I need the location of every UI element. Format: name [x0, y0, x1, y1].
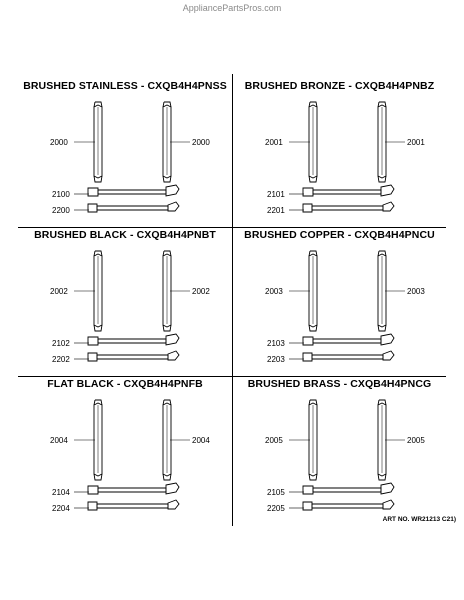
- handle-kit-drawing: [233, 229, 446, 375]
- right-vertical-handle: [378, 251, 386, 331]
- lower-bar-part-number: 2202: [52, 355, 70, 364]
- lower-bar-part-number: 2204: [52, 504, 70, 513]
- handle-kit-panel: [18, 229, 232, 375]
- handle-kit-panel: [18, 378, 232, 524]
- left-vertical-handle: [94, 102, 102, 182]
- handle-kit-panel: [233, 378, 446, 524]
- panel-title: BRUSHED BRASS - CXQB4H4PNCG: [247, 378, 432, 390]
- lower-bar-part-number: 2203: [267, 355, 285, 364]
- panel-title: BRUSHED BLACK - CXQB4H4PNBT: [34, 229, 216, 241]
- left-handle-part-number: 2004: [50, 436, 68, 445]
- horizontal-divider-2: [18, 376, 446, 377]
- right-handle-part-number: 2001: [407, 138, 425, 147]
- left-handle-part-number: 2002: [50, 287, 68, 296]
- upper-horizontal-bar: [303, 334, 394, 345]
- art-number: ART NO. WR21213 C21): [382, 516, 456, 523]
- right-vertical-handle: [163, 102, 171, 182]
- right-handle-part-number: 2003: [407, 287, 425, 296]
- upper-bar-part-number: 2105: [267, 488, 285, 497]
- right-handle-part-number: 2004: [192, 436, 210, 445]
- handle-kit-drawing: [233, 80, 446, 226]
- left-handle-part-number: 2005: [265, 436, 283, 445]
- left-vertical-handle: [94, 400, 102, 480]
- handle-kit-drawing: [18, 378, 232, 524]
- panel-title: BRUSHED STAINLESS - CXQB4H4PNSS: [23, 80, 227, 92]
- handle-kit-panel: [233, 229, 446, 375]
- panel-title: BRUSHED COPPER - CXQB4H4PNCU: [244, 229, 435, 241]
- upper-bar-part-number: 2102: [52, 339, 70, 348]
- upper-bar-part-number: 2100: [52, 190, 70, 199]
- upper-horizontal-bar: [303, 483, 394, 494]
- left-handle-part-number: 2000: [50, 138, 68, 147]
- lower-horizontal-bar: [303, 202, 394, 212]
- handle-kit-drawing: [18, 229, 232, 375]
- left-vertical-handle: [309, 251, 317, 331]
- panel-title: BRUSHED BRONZE - CXQB4H4PNBZ: [244, 80, 435, 92]
- right-vertical-handle: [163, 251, 171, 331]
- handle-kit-drawing: [233, 378, 446, 524]
- handle-kit-panel: [18, 80, 232, 226]
- lower-bar-part-number: 2201: [267, 206, 285, 215]
- handle-kit-drawing: [18, 80, 232, 226]
- upper-bar-part-number: 2103: [267, 339, 285, 348]
- right-vertical-handle: [163, 400, 171, 480]
- left-handle-part-number: 2001: [265, 138, 283, 147]
- lower-horizontal-bar: [88, 500, 179, 510]
- handle-kit-panel: [233, 80, 446, 226]
- lower-horizontal-bar: [88, 351, 179, 361]
- right-vertical-handle: [378, 102, 386, 182]
- upper-bar-part-number: 2101: [267, 190, 285, 199]
- lower-horizontal-bar: [303, 351, 394, 361]
- right-handle-part-number: 2005: [407, 436, 425, 445]
- left-vertical-handle: [309, 102, 317, 182]
- upper-horizontal-bar: [303, 185, 394, 196]
- upper-horizontal-bar: [88, 334, 179, 345]
- watermark: AppliancePartsPros.com: [182, 3, 282, 13]
- left-vertical-handle: [94, 251, 102, 331]
- right-handle-part-number: 2002: [192, 287, 210, 296]
- lower-bar-part-number: 2200: [52, 206, 70, 215]
- left-handle-part-number: 2003: [265, 287, 283, 296]
- horizontal-divider-1: [18, 227, 446, 228]
- left-vertical-handle: [309, 400, 317, 480]
- upper-horizontal-bar: [88, 483, 179, 494]
- lower-horizontal-bar: [88, 202, 179, 212]
- upper-bar-part-number: 2104: [52, 488, 70, 497]
- panel-title: FLAT BLACK - CXQB4H4PNFB: [47, 378, 203, 390]
- lower-horizontal-bar: [303, 500, 394, 510]
- upper-horizontal-bar: [88, 185, 179, 196]
- right-handle-part-number: 2000: [192, 138, 210, 147]
- right-vertical-handle: [378, 400, 386, 480]
- lower-bar-part-number: 2205: [267, 504, 285, 513]
